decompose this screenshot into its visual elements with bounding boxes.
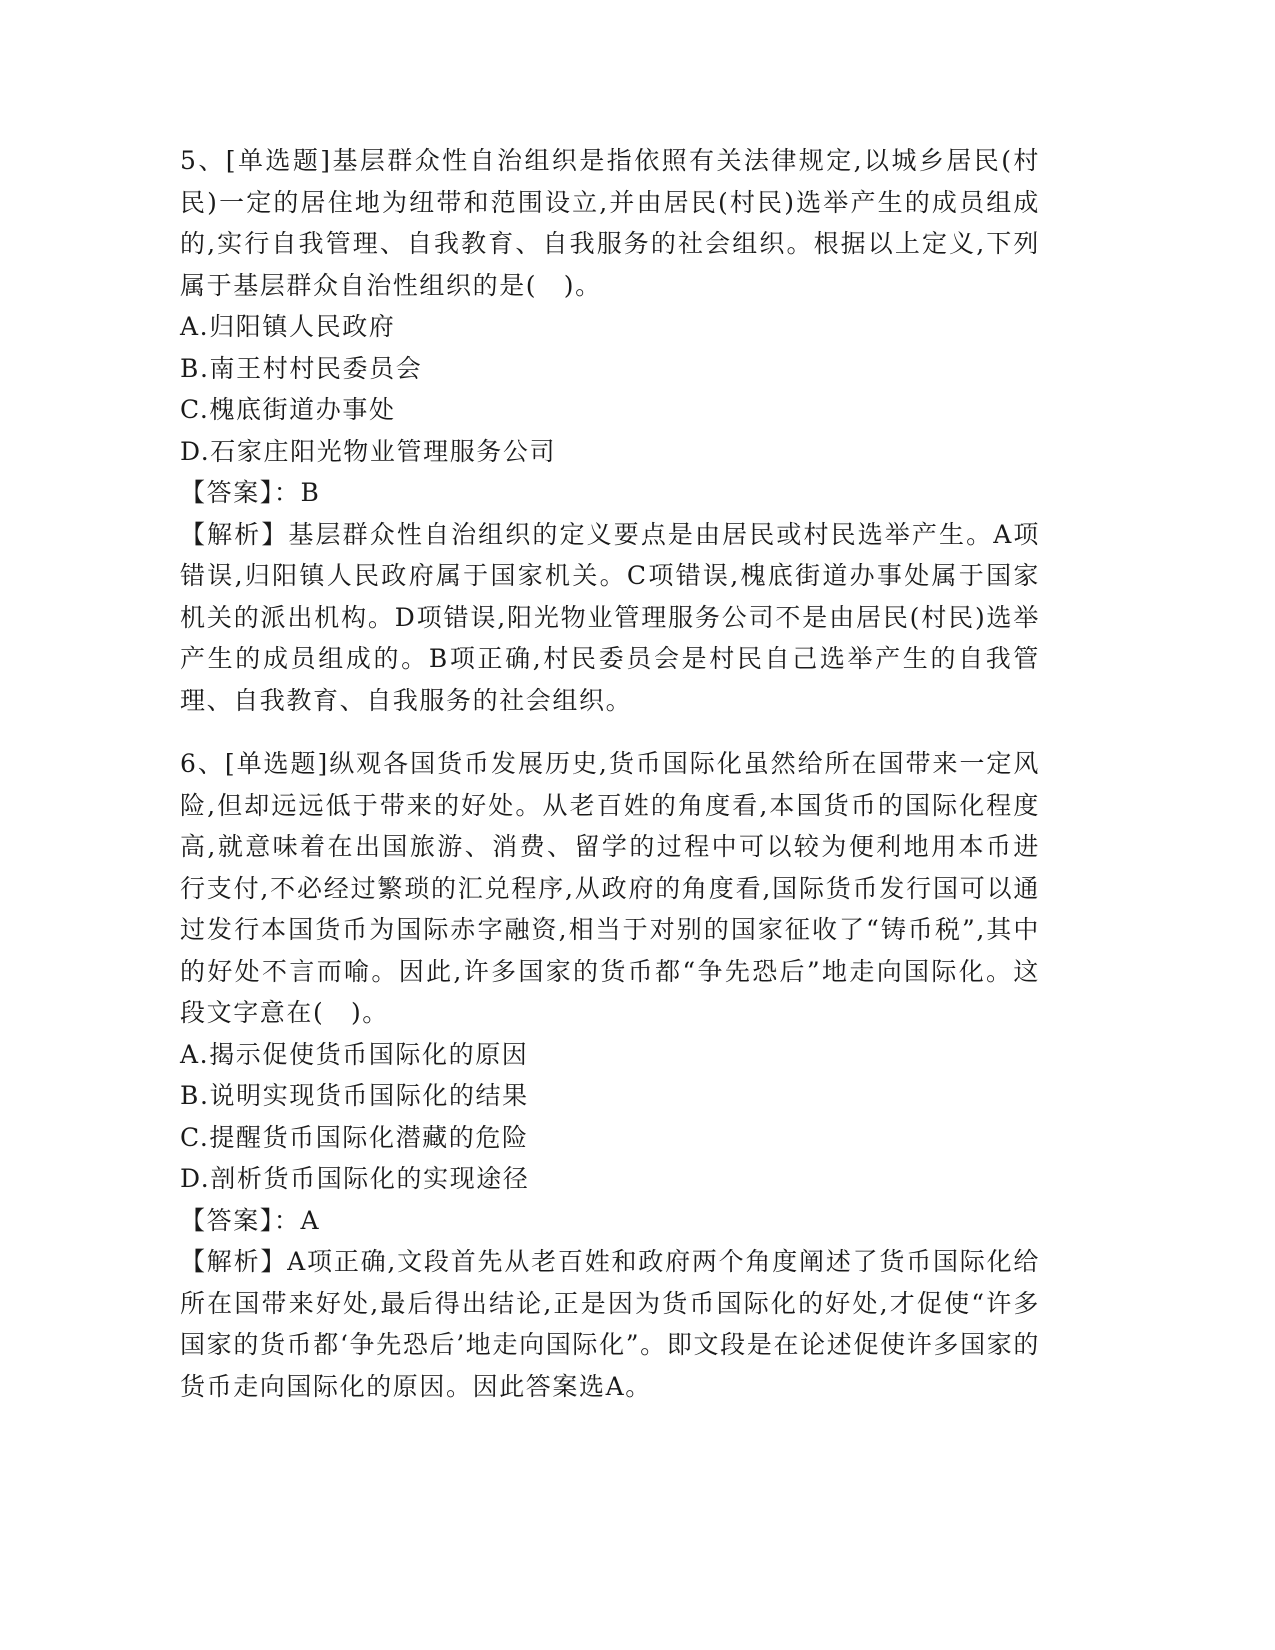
document-page	[180, 140, 1040, 1407]
option-a: A.归阳镇人民政府	[180, 312, 396, 341]
option-c: C.提醒货币国际化潜藏的危险	[180, 1122, 529, 1152]
option-b: B.说明实现货币国际化的结果	[180, 1081, 529, 1110]
option-c: C.槐底街道办事处	[180, 395, 396, 424]
analysis: 【解析】A项正确,文段首先从老百姓和政府两个角度阐述了货币国际化给所在国带来好处,最后得出结论,正是因为货币国际化的好处,才促使“许多国家的货币都‘争先恐后’地走向国际化”。即文段是在论述促使许多国家的货币走向国际化的原因。因此答案选A。	[180, 1247, 1040, 1401]
option-b: B.南王村村民委员会	[180, 353, 423, 383]
answer: 【答案】：B	[180, 478, 321, 507]
question-stem: 6、[单选题]纵观各国货币发展历史,货币国际化虽然给所在国带来一定风险,但却远远低于带来的好处。从老百姓的角度看,本国货币的国际化程度高,就意味着在出国旅游、消费、留学的过程中可以较为便利地用本币进行支付,不必经过繁琐的汇兑程序,从政府的角度看,国际货币发行国可以通过发行本国货币为国际赤字融资,相当于对别的国家征收了“铸币税”,其中的好处不言而喻。因此,许多国家的货币都“争先恐后”地走向国际化。这段文字意在( )。	[180, 749, 1040, 1027]
analysis: 【解析】基层群众性自治组织的定义要点是由居民或村民选举产生。A项错误,归阳镇人民政府属于国家机关。C项错误,槐底街道办事处属于国家机关的派出机构。D项错误,阳光物业管理服务公司不是由居民(村民)选举产生的成员组成的。B项正确,村民委员会是村民自己选举产生的自我管理、自我教育、自我服务的社会组织。	[180, 519, 1040, 715]
option-a: A.揭示促使货币国际化的原因	[180, 1039, 529, 1069]
question-stem: 5、[单选题]基层群众性自治组织是指依照有关法律规定,以城乡居民(村民)一定的居住地为纽带和范围设立,并由居民(村民)选举产生的成员组成的,实行自我管理、自我教育、自我服务的社会组织。根据以上定义,下列属于基层群众自治性组织的是( )。	[180, 146, 1040, 300]
question-6	[180, 743, 1040, 1407]
answer: 【答案】：A	[180, 1205, 321, 1235]
option-d: D.剖析货币国际化的实现途径	[180, 1164, 530, 1193]
option-d: D.石家庄阳光物业管理服务公司	[180, 436, 557, 466]
question-5	[180, 140, 1040, 721]
